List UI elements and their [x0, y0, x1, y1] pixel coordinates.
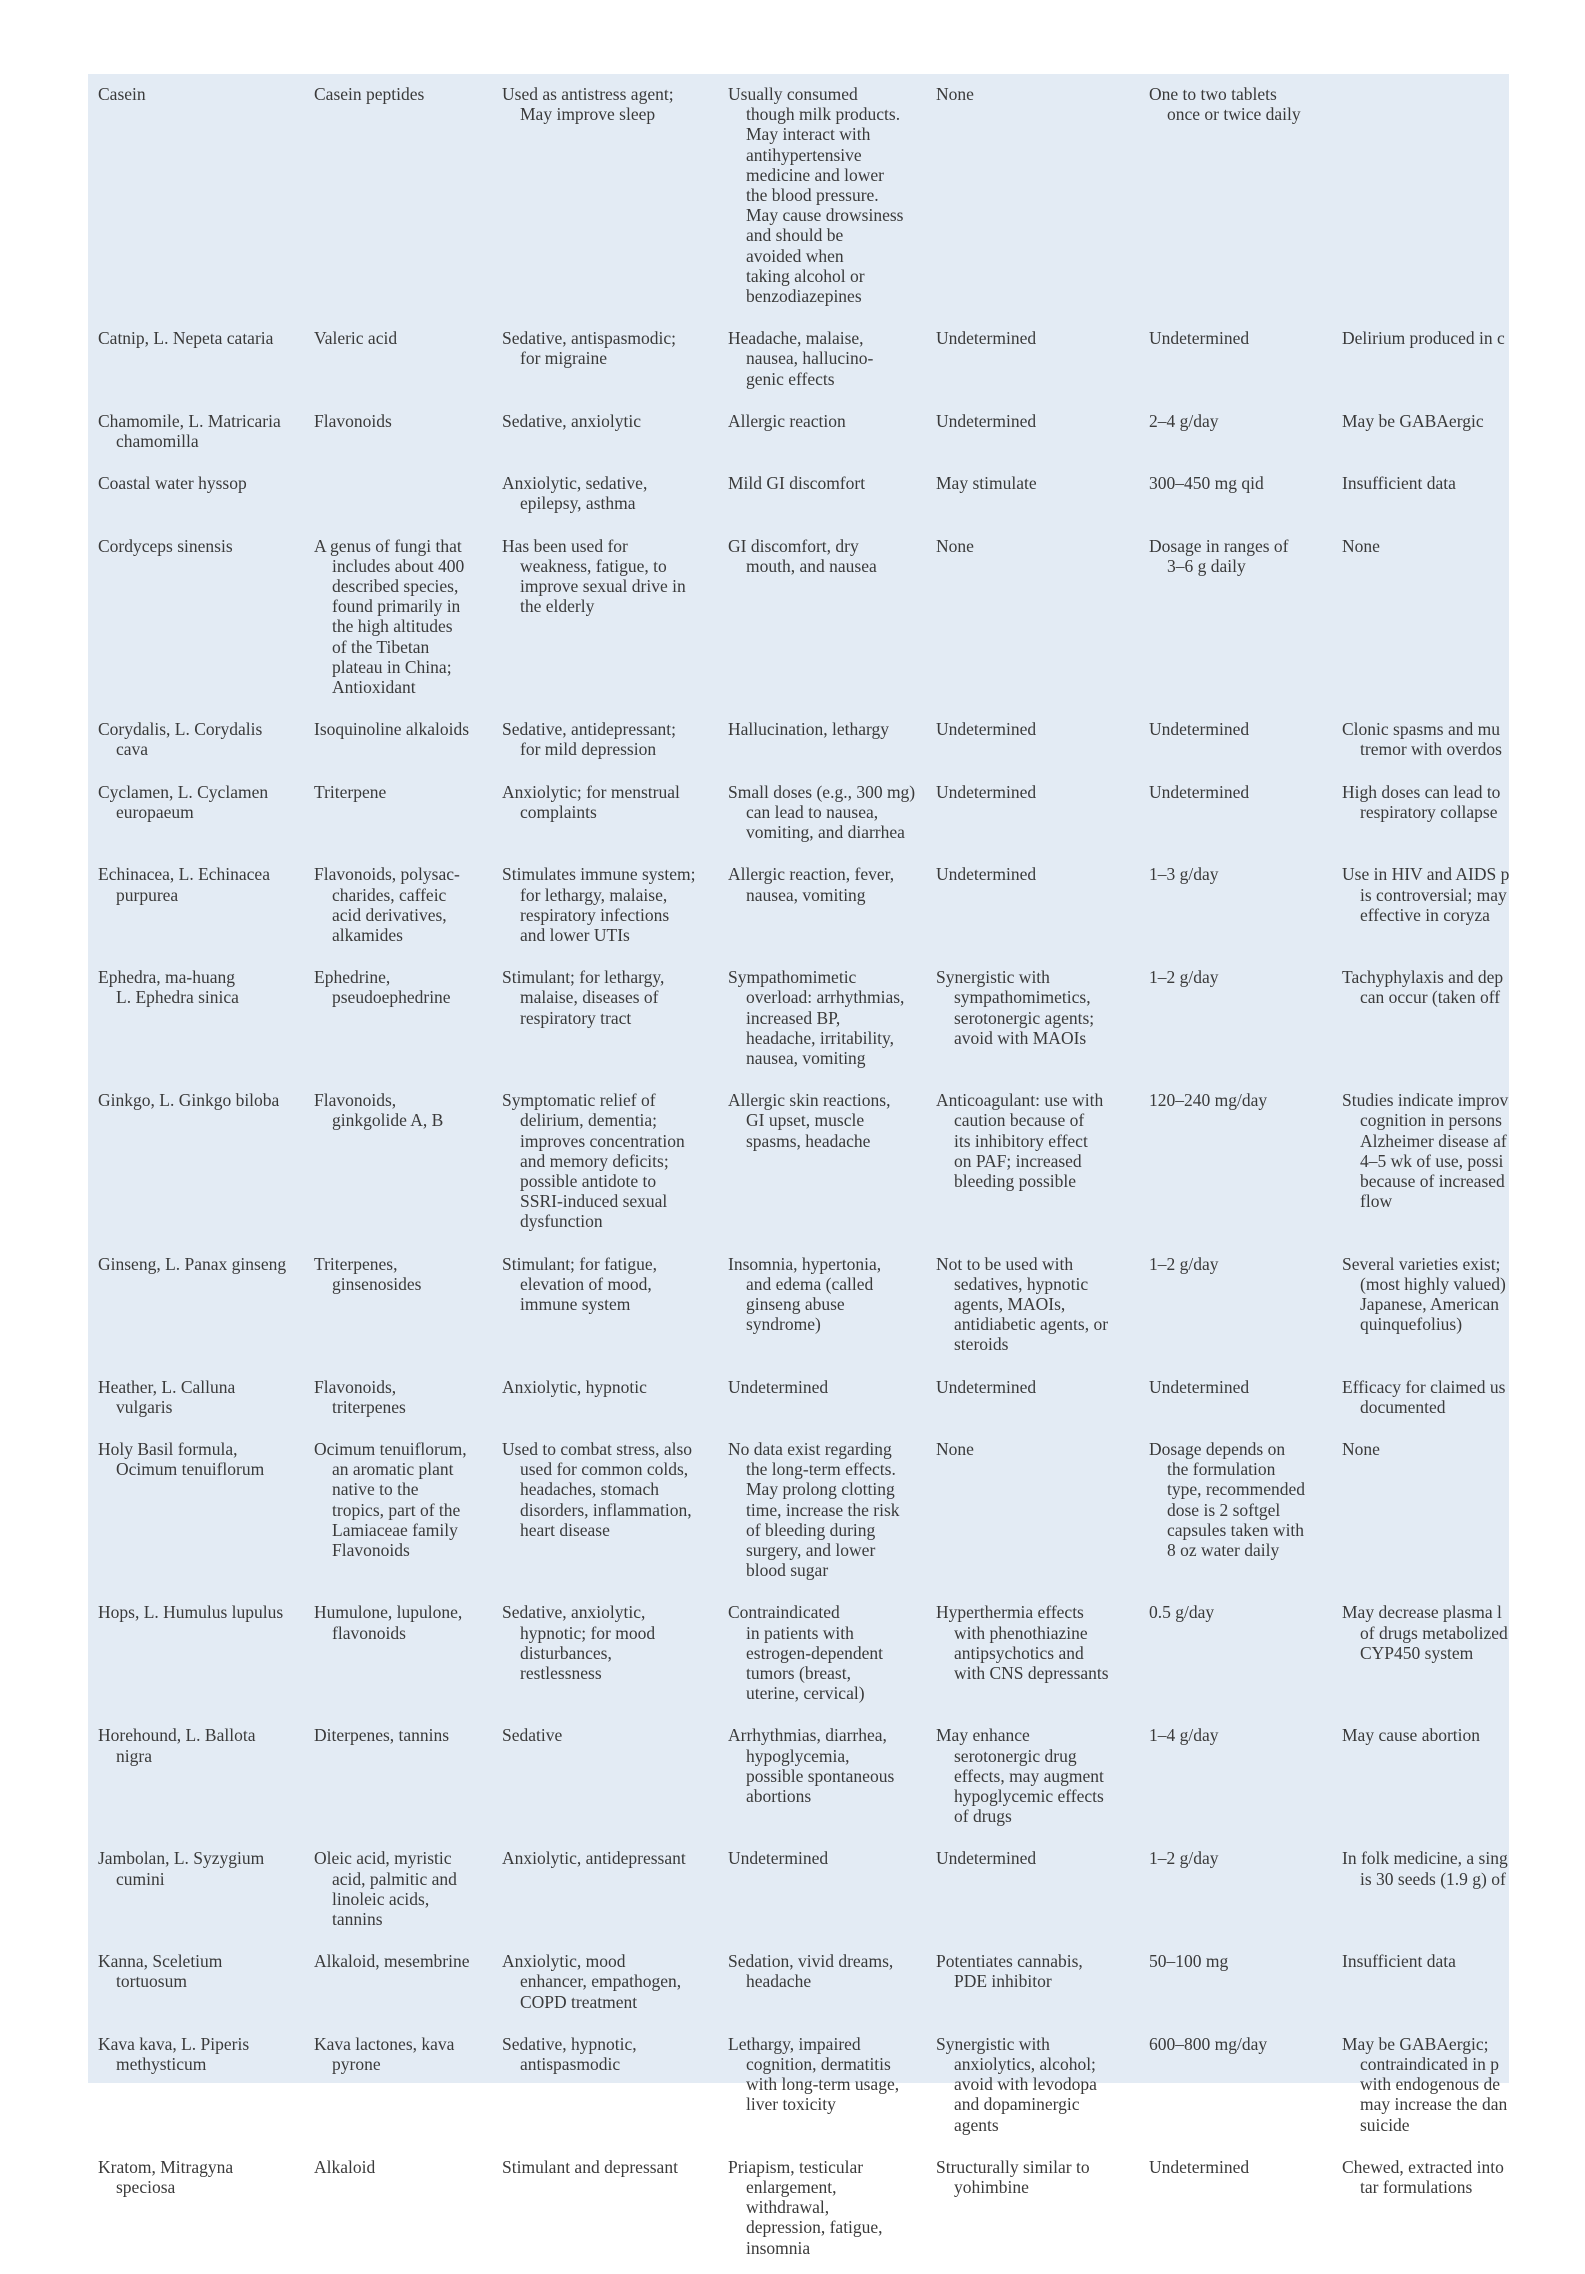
constituent-cell: Valeric acid — [314, 328, 398, 349]
comment-cell: May cause abortion — [1342, 1725, 1481, 1746]
interaction-cell: Undetermined — [936, 719, 1037, 740]
comment-cell: None — [1342, 535, 1380, 556]
use-cell: Anxiolytic, antidepressant — [502, 1848, 686, 1869]
use-cell: Anxiolytic, mood enhancer, empathogen, COPD treatment — [502, 1951, 682, 2012]
dosage-cell: Undetermined — [1149, 2156, 1250, 2177]
name-cell: Chamomile, L. Matricaria chamomilla — [98, 410, 281, 452]
constituent-cell: Alkaloid, mesembrine — [314, 1951, 470, 1972]
interaction-cell: May stimulate — [936, 473, 1037, 494]
constituent-cell: Ocimum tenuiflorum, an aromatic plant native to the tropics, part of the Lamiaceae family Flavonoids — [314, 1438, 467, 1560]
comment-cell: Efficacy for claimed us documented — [1342, 1376, 1506, 1417]
constituent-cell: A genus of fungi that includes about 400 described species, found primarily in the high altitudes of the Tibetan plateau in China; Antioxidant — [314, 535, 465, 698]
constituent-cell: Flavonoids, polysac- charides, caffeic acid derivatives, alkamides — [314, 864, 460, 945]
name-cell: Holy Basil formula, Ocimum tenuiflorum — [98, 1438, 265, 1480]
name-cell: Cordyceps sinensis — [98, 535, 233, 556]
use-cell: Stimulant and depressant — [502, 2156, 678, 2177]
constituent-cell: Flavonoids — [314, 410, 392, 431]
table-row — [88, 405, 1528, 467]
interaction-cell: Undetermined — [936, 864, 1037, 885]
constituent-cell: Triterpenes, ginsenosides — [314, 1253, 422, 1294]
use-cell: Anxiolytic; for menstrual complaints — [502, 781, 680, 822]
dosage-cell: 1–3 g/day — [1149, 864, 1219, 885]
constituent-cell: Ephedrine, pseudoephedrine — [314, 967, 451, 1008]
name-cell: Casein — [98, 84, 146, 104]
constituent-cell — [304, 467, 492, 529]
name-cell: Kanna, Sceletium tortuosum — [98, 1951, 223, 1992]
interaction-cell: Synergistic with sympathomimetics, serotonergic agents; avoid with MAOIs — [936, 967, 1095, 1048]
constituent-cell: Alkaloid — [314, 2156, 376, 2177]
interaction-cell: Undetermined — [936, 328, 1037, 349]
name-cell: Hops, L. Humulus lupulus — [98, 1602, 284, 1623]
herbal-remedies-table-panel — [88, 74, 1510, 2258]
dosage-cell: 1–2 g/day — [1149, 1848, 1219, 1869]
adverse-effect-cell: Sedation, vivid dreams, headache — [728, 1951, 894, 1992]
constituent-cell: Isoquinoline alkaloids — [314, 719, 470, 740]
comment-cell: Tachyphylaxis and dep can occur (taken off — [1342, 967, 1504, 1008]
interaction-cell: Structurally similar to yohimbine — [936, 2156, 1090, 2198]
comment-cell: Several varieties exist; (most highly valued) Japanese, American quinquefolius) — [1342, 1253, 1506, 1335]
use-cell: Sedative, hypnotic, antispasmodic — [502, 2033, 637, 2075]
use-cell: Has been used for weakness, fatigue, to improve sexual drive in the elderly — [502, 535, 686, 617]
adverse-effect-cell: Allergic reaction, fever, nausea, vomiting — [728, 864, 895, 905]
comment-cell: Clonic spasms and mu tremor with overdos — [1342, 719, 1502, 760]
name-cell: Corydalis, L. Corydalis cava — [98, 719, 263, 760]
interaction-cell: Undetermined — [936, 410, 1037, 431]
comment-cell: High doses can lead to respiratory collapse — [1342, 781, 1501, 822]
interaction-cell: None — [936, 535, 974, 556]
table-row — [88, 961, 1528, 1084]
constituent-cell: Humulone, lupulone, flavonoids — [314, 1602, 463, 1643]
comment-cell: Chewed, extracted into tar formulations — [1342, 2156, 1504, 2198]
table-row — [88, 858, 1528, 961]
table-body — [88, 78, 1528, 2274]
table-row — [88, 467, 1528, 529]
table-row — [88, 1945, 1528, 2028]
use-cell: Sedative, antidepressant; for mild depression — [502, 719, 676, 760]
constituent-cell: Casein peptides — [314, 84, 425, 104]
adverse-effect-cell: Usually consumed though milk products. May interact with antihypertensive medicine and lower the blood pressure. May cause drowsiness and should be avoided when taking alcohol or benzodiazepines — [728, 84, 904, 307]
name-cell: Ginseng, L. Panax ginseng — [98, 1253, 287, 1274]
use-cell: Sedative, antispasmodic; for migraine — [502, 328, 676, 369]
adverse-effect-cell: Hallucination, lethargy — [728, 719, 890, 740]
comment-cell: Delirium produced in c — [1342, 328, 1505, 349]
interaction-cell: Undetermined — [936, 1848, 1037, 1869]
use-cell: Used as antistress agent; May improve sleep — [502, 84, 674, 125]
use-cell: Stimulant; for fatigue, elevation of mood, immune system — [502, 1253, 658, 1314]
dosage-cell: Dosage depends on the formulation type, recommended dose is 2 softgel capsules taken with 8 oz water daily — [1149, 1438, 1306, 1560]
constituent-cell: Flavonoids, ginkgolide A, B — [314, 1090, 444, 1131]
table-row — [88, 78, 1528, 322]
adverse-effect-cell: Arrhythmias, diarrhea, hypoglycemia, possible spontaneous abortions — [728, 1725, 895, 1807]
interaction-cell: Undetermined — [936, 781, 1037, 802]
constituent-cell: Triterpene — [314, 781, 387, 802]
interaction-cell: Undetermined — [936, 1376, 1037, 1397]
name-cell: Jambolan, L. Syzygium cumini — [98, 1848, 265, 1889]
name-cell: Ephedra, ma-huang L. Ephedra sinica — [98, 967, 239, 1008]
dosage-cell: 300–450 mg qid — [1149, 473, 1264, 494]
adverse-effect-cell: Lethargy, impaired cognition, dermatitis with long-term usage, liver toxicity — [728, 2033, 900, 2115]
table-row — [88, 713, 1528, 775]
dosage-cell: 0.5 g/day — [1149, 1602, 1215, 1623]
dosage-cell: 1–2 g/day — [1149, 967, 1219, 988]
adverse-effect-cell: Small doses (e.g., 300 mg) can lead to nausea, vomiting, and diarrhea — [728, 781, 916, 843]
name-cell: Heather, L. Calluna vulgaris — [98, 1376, 236, 1417]
interaction-cell: Potentiates cannabis, PDE inhibitor — [936, 1951, 1083, 1992]
use-cell: Sedative, anxiolytic, hypnotic; for mood disturbances, restlessness — [502, 1602, 656, 1683]
dosage-cell: Undetermined — [1149, 781, 1250, 802]
table-row — [88, 2151, 1528, 2274]
adverse-effect-cell: Undetermined — [728, 1848, 829, 1869]
interaction-cell: May enhance serotonergic drug effects, may augment hypoglycemic effects of drugs — [936, 1725, 1104, 1827]
use-cell: Sedative, anxiolytic — [502, 410, 641, 431]
table-row — [88, 776, 1528, 859]
use-cell: Sedative — [502, 1725, 563, 1746]
use-cell: Stimulant; for lethargy, malaise, diseases of respiratory tract — [502, 967, 665, 1028]
adverse-effect-cell: Headache, malaise, nausea, hallucino- genic effects — [728, 328, 874, 389]
table-row — [88, 1371, 1528, 1433]
comment-cell: May be GABAergic; contraindicated in p with endogenous de may increase the dan suicide — [1342, 2033, 1508, 2135]
use-cell: Stimulates immune system; for lethargy, malaise, respiratory infections and lower UTIs — [502, 864, 696, 945]
adverse-effect-cell: GI discomfort, dry mouth, and nausea — [728, 535, 877, 576]
adverse-effect-cell: No data exist regarding the long-term effects. May prolong clotting time, increase the risk of bleeding during surgery, and lower blood sugar — [728, 1438, 900, 1581]
table-row — [88, 530, 1528, 714]
name-cell: Cyclamen, L. Cyclamen europaeum — [98, 781, 269, 822]
comment-cell: Studies indicate improv cognition in persons Alzheimer disease af 4–5 wk of use, possi because of increased flow — [1342, 1090, 1509, 1212]
interaction-cell: None — [936, 84, 974, 104]
dosage-cell: Undetermined — [1149, 1376, 1250, 1397]
constituent-cell: Oleic acid, myristic acid, palmitic and linoleic acids, tannins — [314, 1848, 457, 1930]
table-row — [88, 1596, 1528, 1719]
name-cell: Kratom, Mitragyna speciosa — [98, 2156, 234, 2198]
adverse-effect-cell: Priapism, testicular enlargement, withdrawal, depression, fatigue, insomnia — [728, 2156, 883, 2258]
interaction-cell: Hyperthermia effects with phenothiazine antipsychotics and with CNS depressants — [936, 1602, 1109, 1683]
table-row — [88, 1433, 1528, 1596]
dosage-cell: Undetermined — [1149, 719, 1250, 740]
table-row — [88, 2028, 1528, 2151]
constituent-cell: Diterpenes, tannins — [314, 1725, 450, 1746]
dosage-cell: 1–2 g/day — [1149, 1253, 1219, 1274]
dosage-cell: 600–800 mg/day — [1149, 2033, 1268, 2054]
table-row — [88, 1719, 1528, 1842]
constituent-cell: Kava lactones, kava pyrone — [314, 2033, 455, 2075]
dosage-cell: Undetermined — [1149, 328, 1250, 349]
use-cell: Used to combat stress, also used for common colds, headaches, stomach disorders, inflammation, heart disease — [502, 1438, 693, 1540]
interaction-cell: Not to be used with sedatives, hypnotic agents, MAOIs, antidiabetic agents, or steroids — [936, 1253, 1109, 1355]
name-cell: Echinacea, L. Echinacea purpurea — [98, 864, 270, 905]
name-cell: Kava kava, L. Piperis methysticum — [98, 2033, 250, 2075]
comment-cell: May be GABAergic — [1342, 410, 1484, 431]
comment-cell: Insufficient data — [1342, 473, 1456, 494]
adverse-effect-cell: Contraindicated in patients with estrogen-dependent tumors (breast, uterine, cervical) — [728, 1602, 884, 1704]
adverse-effect-cell: Allergic skin reactions, GI upset, muscle spasms, headache — [728, 1090, 891, 1151]
dosage-cell: Dosage in ranges of 3–6 g daily — [1149, 535, 1289, 576]
use-cell: Symptomatic relief of delirium, dementia; improves concentration and memory deficits; possible antidote to SSRI-induced sexual dysfunction — [502, 1090, 685, 1232]
adverse-effect-cell: Allergic reaction — [728, 410, 846, 431]
name-cell: Ginkgo, L. Ginkgo biloba — [98, 1090, 280, 1111]
comment-cell — [1332, 78, 1528, 322]
interaction-cell: Synergistic with anxiolytics, alcohol; avoid with levodopa and dopaminergic agents — [936, 2033, 1097, 2135]
dosage-cell: 120–240 mg/day — [1149, 1090, 1268, 1111]
comment-cell: None — [1342, 1438, 1380, 1459]
name-cell: Horehound, L. Ballota nigra — [98, 1725, 256, 1766]
comment-cell: Insufficient data — [1342, 1951, 1456, 1972]
comment-cell: May decrease plasma l of drugs metabolized CYP450 system — [1342, 1602, 1508, 1663]
table-row — [88, 322, 1528, 405]
interaction-cell: None — [936, 1438, 974, 1459]
adverse-effect-cell: Insomnia, hypertonia, and edema (called ginseng abuse syndrome) — [728, 1253, 882, 1335]
table-row — [88, 1842, 1528, 1945]
dosage-cell: 1–4 g/day — [1149, 1725, 1219, 1746]
name-cell: Catnip, L. Nepeta cataria — [98, 328, 274, 349]
constituent-cell: Flavonoids, triterpenes — [314, 1376, 406, 1417]
table-row — [88, 1084, 1528, 1247]
adverse-effect-cell: Undetermined — [728, 1376, 829, 1397]
adverse-effect-cell: Sympathomimetic overload: arrhythmias, increased BP, headache, irritability, nausea, vomiting — [728, 967, 905, 1068]
herbal-remedies-table — [88, 78, 1528, 2274]
comment-cell: In folk medicine, a sing is 30 seeds (1.9 g) of — [1342, 1848, 1508, 1889]
dosage-cell: One to two tablets once or twice daily — [1149, 84, 1301, 125]
adverse-effect-cell: Mild GI discomfort — [728, 473, 866, 494]
dosage-cell: 50–100 mg — [1149, 1951, 1229, 1972]
comment-cell: Use in HIV and AIDS p is controversial; may effective in coryza — [1342, 864, 1510, 925]
interaction-cell: Anticoagulant: use with caution because of its inhibitory effect on PAF; increased bleeding possible — [936, 1090, 1104, 1191]
table-row — [88, 1248, 1528, 1371]
name-cell: Coastal water hyssop — [98, 473, 247, 494]
dosage-cell: 2–4 g/day — [1149, 410, 1219, 431]
use-cell: Anxiolytic, sedative, epilepsy, asthma — [502, 473, 648, 514]
use-cell: Anxiolytic, hypnotic — [502, 1376, 647, 1397]
